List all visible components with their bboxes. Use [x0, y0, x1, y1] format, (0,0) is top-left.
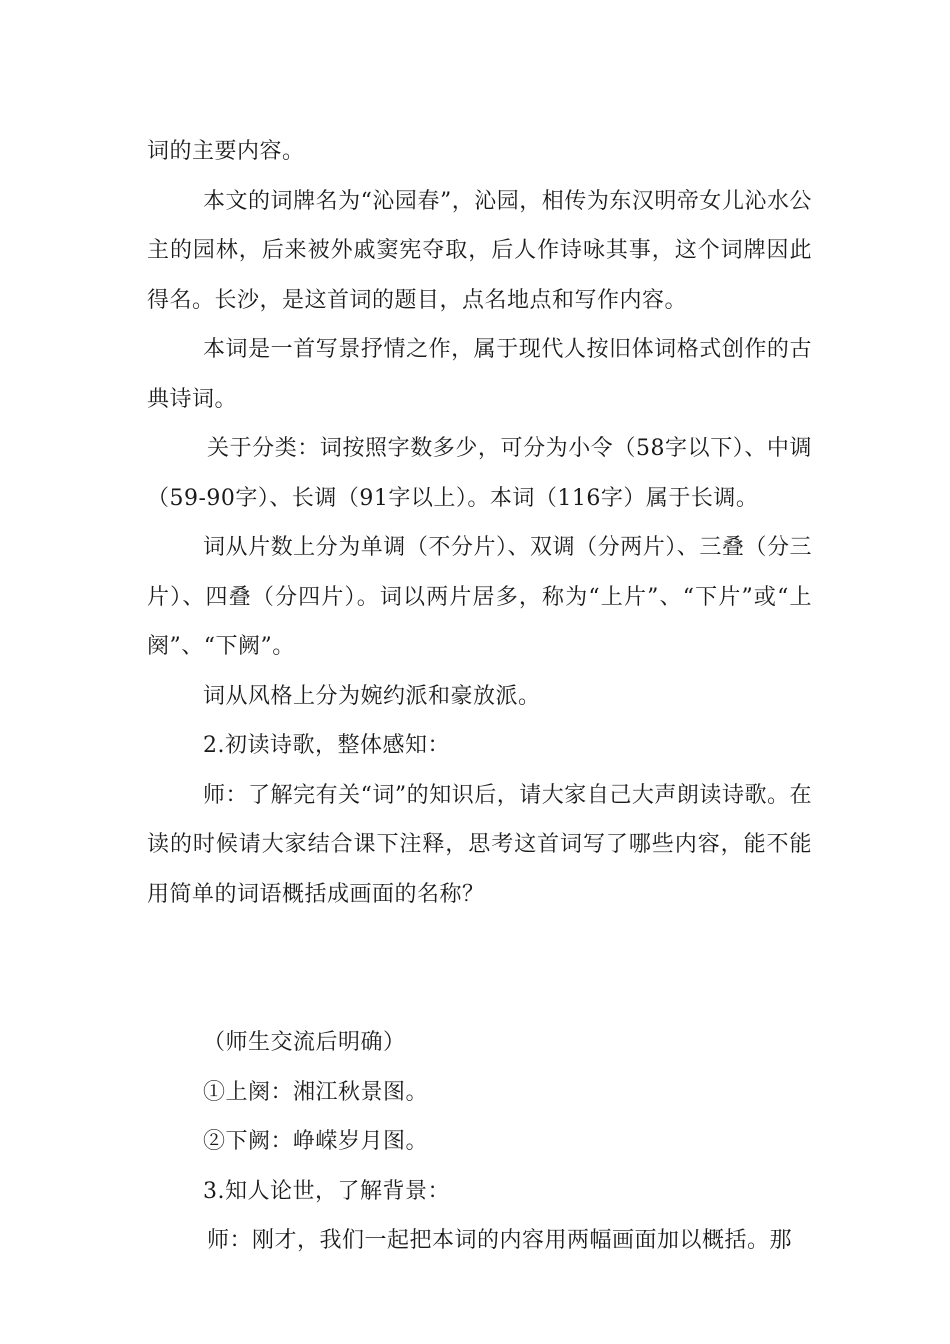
paragraph-cipai-origin: 本文的词牌名为“沁园春”，沁园，相传为东汉明帝女儿沁水公主的园林，后来被外戚窦宪夺取，后人作诗咏其事，这个词牌因此得名。长沙，是这首词的题目，点名地点和写作内容。 — [147, 188, 812, 313]
paragraph-discussion-note: （师生交流后明确） — [203, 1030, 406, 1055]
section-heading-first-reading: 2.初读诗歌，整体感知： — [203, 733, 450, 758]
paragraph-classification-style: 词从风格上分为婉约派和豪放派。 — [203, 683, 541, 709]
paragraph-continuation: 词的主要内容。 — [147, 139, 305, 164]
paragraph-classification-sections: 词从片数上分为单调（不分片）、双调（分两片）、三叠（分三片）、四叠（分四片）。词以两片居多，称为“上片”、“下片”或“上阕”、“下阙”。 — [147, 535, 812, 659]
list-item-upper-stanza: ①上阕：湘江秋景图。 — [203, 1079, 429, 1105]
paragraph-teacher-summary: 师：刚才，我们一起把本词的内容用两幅画面加以概括。那 — [207, 1228, 793, 1253]
blank-space — [147, 919, 812, 1018]
paragraph-genre: 本词是一首写景抒情之作，属于现代人按旧体词格式创作的古典诗词。 — [147, 337, 812, 412]
document-body — [147, 127, 812, 1266]
paragraph-teacher-instruction: 师：了解完有关“词”的知识后，请大家自己大声朗读诗歌。在读的时候请大家结合课下注释，思考这首词写了哪些内容，能不能用简单的词语概括成画面的名称？ — [147, 782, 812, 907]
paragraph-classification-length: 关于分类：词按照字数多少，可分为小令（58字以下）、中调（59-90字）、长调（91字以上）。本词（116字）属于长调。 — [147, 436, 812, 511]
list-item-lower-stanza: ②下阙：峥嵘岁月图。 — [203, 1129, 429, 1154]
section-heading-background: 3.知人论世，了解背景： — [203, 1178, 450, 1204]
